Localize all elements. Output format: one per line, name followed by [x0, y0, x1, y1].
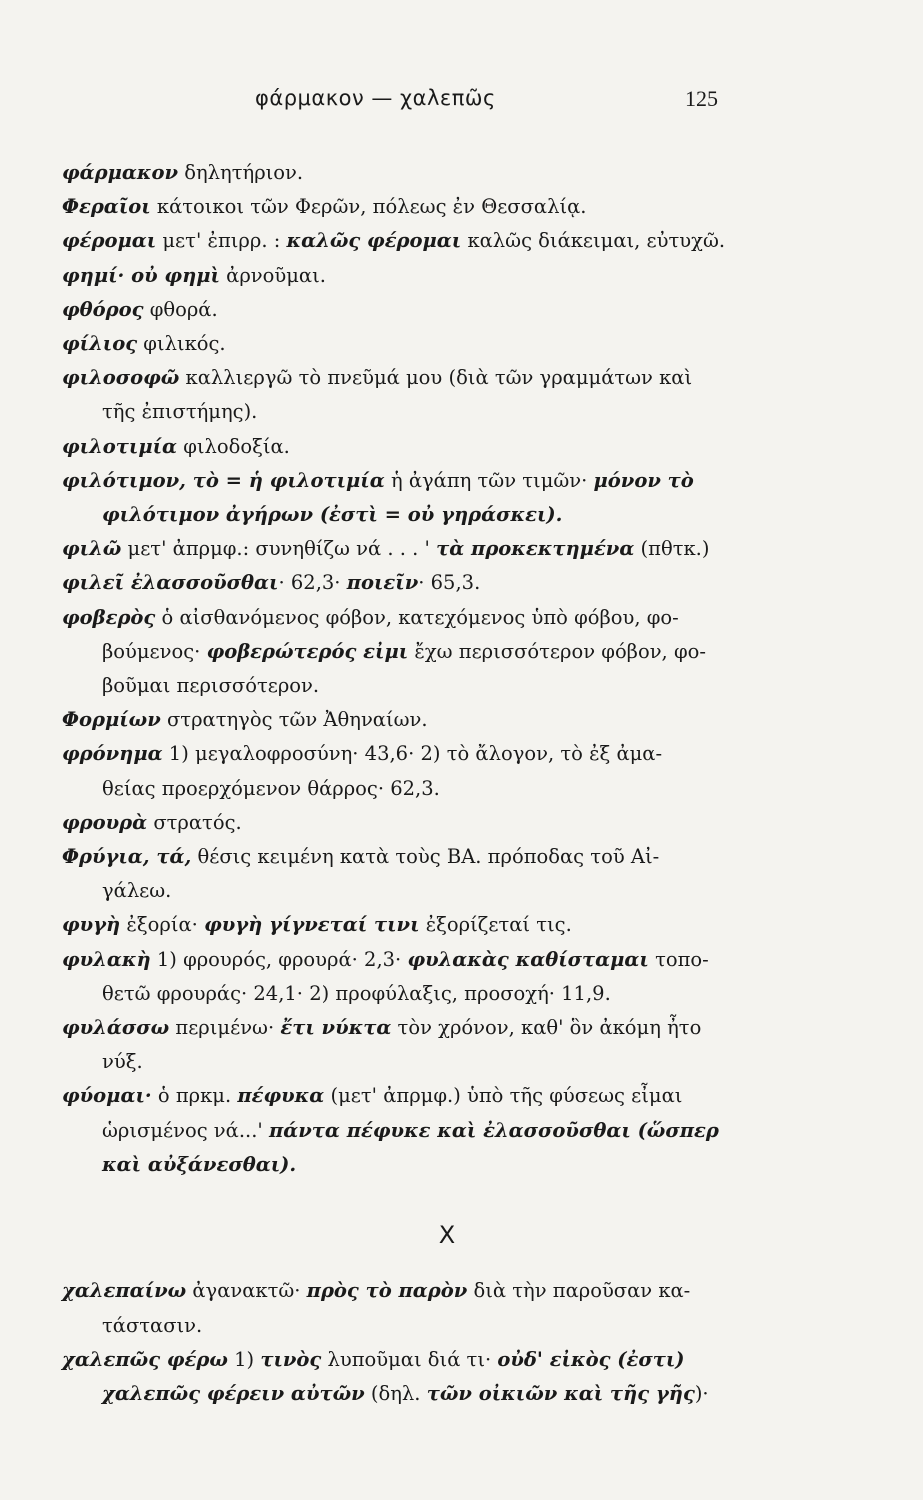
entry-line	[62, 908, 762, 942]
dictionary-entry	[62, 156, 762, 190]
entry-line	[62, 327, 762, 361]
entry-line	[62, 1148, 762, 1182]
definition-text: ὁ πρκμ.	[151, 1084, 238, 1108]
entry-line	[62, 601, 762, 635]
headword: χαλεπαίνω	[62, 1279, 187, 1303]
entry-line	[62, 1011, 762, 1045]
entry-line	[62, 977, 762, 1011]
entry-line	[62, 703, 762, 737]
headword: πάντα πέφυκε καὶ ἐλασσοῦσθαι (ὥσπερ	[269, 1118, 719, 1142]
headword: φθόρος	[62, 297, 144, 321]
entries-chi	[62, 1274, 762, 1411]
definition-text: · 62,3·	[278, 571, 347, 595]
dictionary-entry	[62, 737, 762, 805]
definition-text: τοπο-	[648, 947, 709, 971]
headword: φρόνημα	[62, 742, 163, 766]
headword: χαλεπῶς φέρω	[62, 1347, 228, 1371]
entry-line	[62, 430, 762, 464]
dictionary-entry	[62, 840, 762, 908]
definition-text: καλῶς διάκειμαι, εὐτυχῶ.	[461, 229, 726, 253]
definition-text: (μετ' ἀπρμφ.) ὑπὸ τῆς φύσεως εἶμαι	[324, 1084, 683, 1108]
definition-text: 1)	[227, 1347, 261, 1371]
headword: φάρμακον	[62, 161, 179, 184]
headword: φιλότιμον, τὸ = ἡ φιλοτιμία	[62, 468, 385, 492]
definition-text: ἀρνοῦμαι.	[219, 263, 326, 287]
entry-line	[62, 395, 762, 429]
definition-text: τὸν χρόνον, καθ' ὃν ἀκόμη ἦτο	[391, 1016, 702, 1040]
dictionary-entry	[62, 361, 762, 429]
headword: Φρύγια, τά,	[62, 845, 192, 869]
entry-line	[62, 1274, 762, 1308]
definition-text: γάλεω.	[102, 879, 172, 903]
definition-text: κάτοικοι τῶν Φερῶν, πόλεως ἐν Θεσσαλίᾳ.	[150, 195, 587, 219]
dictionary-entry	[62, 566, 762, 600]
definition-text: στρατός.	[147, 810, 242, 834]
headword: ἔτι νύκτα	[280, 1016, 392, 1040]
dictionary-entry	[62, 806, 762, 840]
definition-text: 1) φρουρός, φρουρά· 2,3·	[150, 947, 408, 971]
definition-text: καλλιεργῶ τὸ πνεῦμά μου (διὰ τῶν γραμμάτων καὶ	[179, 366, 693, 390]
definition-text: λυποῦμαι διά τι·	[321, 1347, 498, 1371]
dictionary-entry	[62, 703, 762, 737]
definition-text: νύξ.	[102, 1050, 143, 1074]
entries-phi	[62, 156, 762, 1182]
entry-line	[62, 669, 762, 703]
dictionary-entry	[62, 190, 762, 224]
definition-text: περιμένω·	[169, 1016, 281, 1040]
definition-text: ὁ αἰσθανόμενος φόβον, κατεχόμενος ὑπὸ φόβου, φο-	[155, 605, 679, 629]
definition-text: (δηλ.	[364, 1381, 427, 1405]
entry-line	[62, 1343, 762, 1377]
definition-text: ἡ ἀγάπη τῶν τιμῶν·	[384, 468, 594, 492]
definition-text: θέσις κειμένη κατὰ τοὺς ΒΑ. πρόποδας τοῦ Αἰ-	[191, 845, 660, 869]
definition-text: )·	[694, 1381, 709, 1405]
definition-text: ἐξορία·	[120, 913, 205, 937]
entry-line	[62, 806, 762, 840]
entry-line	[62, 635, 762, 669]
headword: φιλοτιμία	[62, 434, 178, 458]
definition-text: 1) μεγαλοφροσύνη· 43,6· 2) τὸ ἄλογον, τὸ ἐξ ἀμα-	[162, 742, 663, 766]
definition-text: (πθτκ.)	[634, 537, 710, 561]
headword: φοβερώτερός εἰμι	[206, 639, 409, 663]
definition-text: μετ' ἐπιρρ. :	[156, 229, 287, 253]
entry-line	[62, 1309, 762, 1343]
headword: Φορμίων	[62, 708, 161, 732]
entry-line	[62, 498, 762, 532]
headword: πέφυκα	[237, 1084, 325, 1108]
dictionary-entry	[62, 293, 762, 327]
definition-text: ὡρισμένος νά...'	[102, 1118, 269, 1142]
headword: φιλεῖ ἐλασσοῦσθαι	[62, 571, 279, 595]
dictionary-entry	[62, 430, 762, 464]
entry-line	[62, 361, 762, 395]
headword: φυγὴ	[62, 913, 121, 937]
entry-line	[62, 532, 762, 566]
headword: φέρομαι	[62, 229, 157, 253]
dictionary-entry	[62, 601, 762, 704]
entry-line	[62, 190, 762, 224]
headword: τῶν οἰκιῶν καὶ τῆς γῆς	[426, 1381, 695, 1405]
entry-line	[62, 1079, 762, 1113]
definition-text: θετῶ φρουράς· 24,1· 2) προφύλαξις, προσοχή· 11,9.	[102, 981, 611, 1005]
headword: χαλεπῶς φέρειν αὐτῶν	[102, 1381, 365, 1405]
headword: οὐδ' εἰκὸς (ἐστι)	[497, 1347, 685, 1371]
headword: φυλακὰς καθίσταμαι	[407, 947, 649, 971]
entry-line	[62, 1377, 762, 1411]
headword: φιλότιμον ἀγήρων (ἐστὶ = οὐ γηράσκει).	[102, 503, 563, 527]
dictionary-body	[62, 156, 762, 1411]
entry-line	[62, 772, 762, 806]
definition-text: τάστασιν.	[102, 1313, 203, 1337]
dictionary-entry	[62, 1079, 762, 1182]
entry-line	[62, 464, 762, 498]
headword: φοβερὸς	[62, 605, 156, 629]
entry-line	[62, 259, 762, 293]
dictionary-entry	[62, 908, 762, 942]
entry-line	[62, 840, 762, 874]
definition-text: δηλητήριον.	[178, 161, 304, 184]
dictionary-entry	[62, 1011, 762, 1079]
headword: φημί· οὐ φημὶ	[62, 263, 220, 287]
entry-line	[62, 1045, 762, 1079]
dictionary-entry	[62, 943, 762, 1011]
definition-text: βοῦμαι περισσότερον.	[102, 674, 320, 698]
headword: Φεραῖοι	[62, 195, 151, 219]
headword: πρὸς τὸ παρὸν	[306, 1279, 468, 1303]
headword: τὰ προκεκτημένα	[436, 537, 635, 561]
dictionary-entry	[62, 464, 762, 532]
headword: καλῶς φέρομαι	[286, 229, 462, 253]
running-header	[60, 86, 740, 126]
headword: φύομαι·	[62, 1084, 152, 1108]
page-number: 125	[685, 86, 718, 111]
dictionary-entry	[62, 1274, 762, 1342]
entry-line	[62, 566, 762, 600]
dictionary-entry	[62, 224, 762, 258]
entry-line	[62, 737, 762, 771]
entry-line	[62, 943, 762, 977]
definition-text: φιλικός.	[137, 332, 226, 356]
entry-line	[62, 1114, 762, 1148]
definition-text: ἔχω περισσότερον φόβον, φο-	[408, 639, 706, 663]
headword: φιλοσοφῶ	[62, 366, 180, 390]
definition-text: θείας προερχόμενον θάρρος· 62,3.	[102, 776, 440, 800]
definition-text: ἐξορίζεταί τις.	[419, 913, 572, 937]
headword: καὶ αὐξάνεσθαι).	[102, 1152, 297, 1176]
headword: φυγὴ γίγνεταί τινι	[204, 913, 420, 937]
definition-text: τῆς ἐπιστήμης).	[102, 400, 258, 424]
dictionary-entry	[62, 532, 762, 566]
section-letter: X	[438, 1221, 456, 1250]
dictionary-entry	[62, 327, 762, 361]
definition-text: μετ' ἀπρμφ.: συνηθίζω νά . . . '	[121, 537, 437, 561]
dictionary-entry	[62, 1343, 762, 1411]
definition-text: φθορά.	[143, 297, 218, 321]
dictionary-entry	[62, 259, 762, 293]
definition-text: διὰ τὴν παροῦσαν κα-	[467, 1279, 691, 1303]
entry-line	[62, 293, 762, 327]
headword: μόνον τὸ	[593, 468, 694, 492]
headword: φίλιος	[62, 332, 138, 356]
headword: φυλακὴ	[62, 947, 151, 971]
definition-text: στρατηγὸς τῶν Ἀθηναίων.	[160, 708, 428, 732]
headword: φιλῶ	[62, 537, 122, 561]
entry-line	[62, 224, 762, 258]
definition-text: ἀγανακτῶ·	[186, 1279, 307, 1303]
headword: φρουρὰ	[62, 810, 148, 834]
headword: φυλάσσω	[62, 1016, 170, 1040]
entry-line	[62, 156, 762, 190]
header-title: φάρμακον — χαλεπῶς	[255, 86, 496, 110]
definition-text: · 65,3.	[418, 571, 481, 595]
headword: τινὸς	[260, 1347, 322, 1371]
headword: ποιεῖν	[346, 571, 419, 595]
definition-text: βούμενος·	[102, 639, 207, 663]
definition-text: φιλοδοξία.	[177, 434, 290, 458]
entry-line	[62, 874, 762, 908]
